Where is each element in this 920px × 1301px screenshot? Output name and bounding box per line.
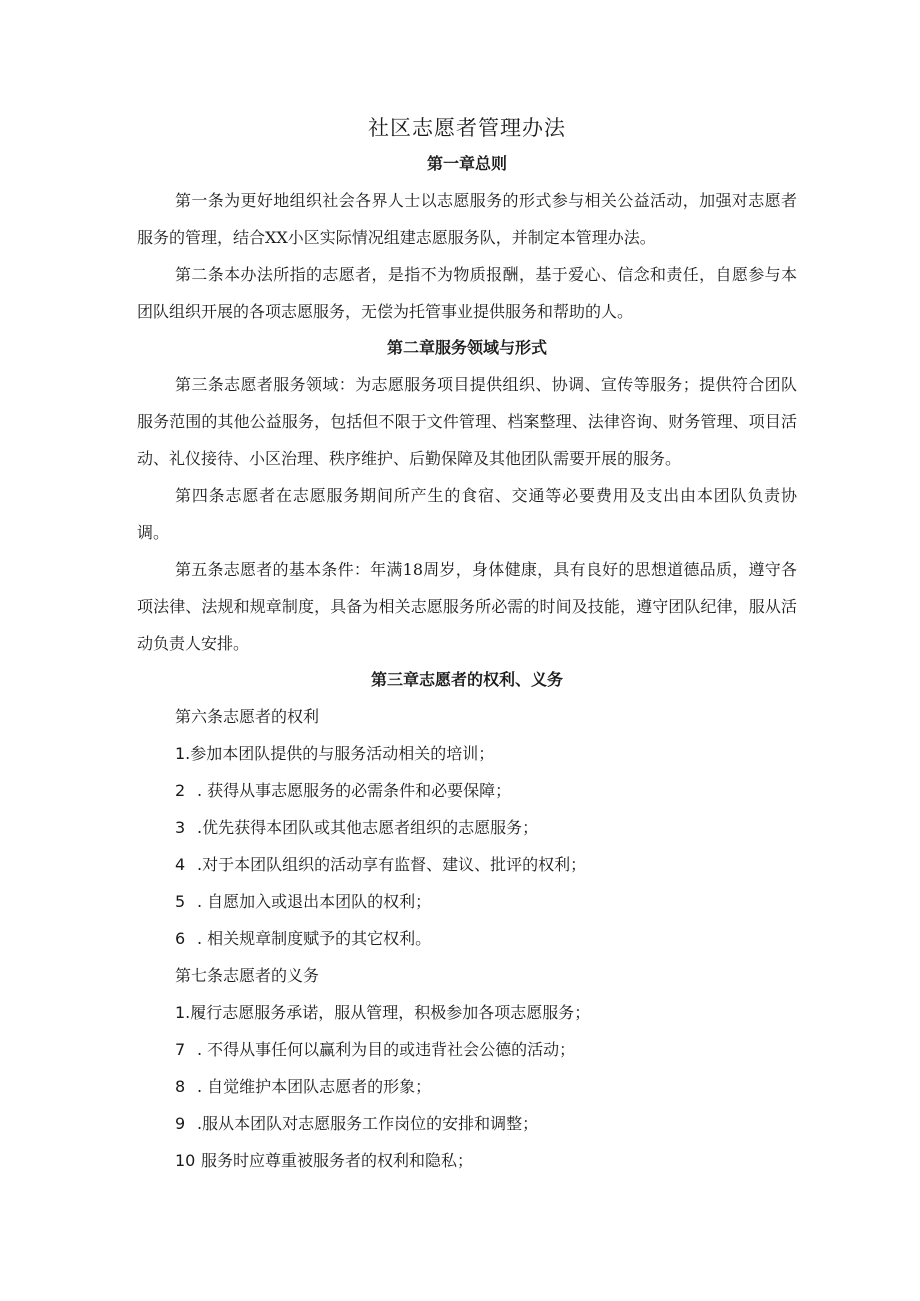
duties-item-4: [137, 1105, 797, 1142]
list-number: 5: [175, 892, 186, 911]
list-number: 6: [175, 929, 186, 948]
rights-item-2: [137, 772, 797, 809]
list-text: . 获得从事志愿服务的必需条件和必要保障；: [197, 781, 512, 800]
list-text: . 相关规章制度赋予的其它权利。: [197, 929, 432, 948]
list-text: 履行志愿服务承诺，服从管理，积极参加各项志愿服务；: [190, 1003, 591, 1022]
article-5: 第五条志愿者的基本条件：年满18周岁，身体健康，具有良好的思想道德品质，遵守各项法律、法规和规章制度，具备为相关志愿服务所必需的时间及技能，遵守团队纪律，服从活动负责人安排。: [137, 560, 797, 653]
rights-item-3: [137, 809, 797, 846]
list-number: 2: [175, 781, 186, 800]
duties-item-3: [137, 1068, 797, 1105]
article-1: 第一条为更好地组织社会各界人士以志愿服务的形式参与相关公益活动，加强对志愿者服务的管理，结合XX小区实际情况组建志愿服务队，并制定本管理办法。: [137, 191, 797, 247]
chapter-3-heading: 第三章志愿者的权利、义务: [370, 670, 563, 689]
list-text: 服务时应尊重被服务者的权利和隐私；: [201, 1151, 474, 1170]
chapter-2-heading: 第二章服务领域与形式: [386, 338, 547, 357]
article-3: 第三条志愿者服务领域：为志愿服务项目提供组织、协调、宣传等服务；提供符合团队服务范围的其他公益服务，包括但不限于文件管理、档案整理、法律咨询、财务管理、项目活动、礼仪接待、小区治理、秩序维护、后勤保障及其他团队需要开展的服务。: [137, 375, 797, 468]
list-text: .服从本团队对志愿服务工作岗位的安排和调整；: [197, 1114, 539, 1133]
list-text: .优先获得本团队或其他志愿者组织的志愿服务；: [197, 818, 539, 837]
document-title: 社区志愿者管理办法: [368, 116, 566, 140]
duties-item-5: [137, 1142, 797, 1179]
list-text: 参加本团队提供的与服务活动相关的培训；: [190, 744, 495, 763]
list-number: 7: [175, 1040, 186, 1059]
list-number: 1.: [175, 744, 191, 763]
article-4: 第四条志愿者在志愿服务期间所产生的食宿、交通等必要费用及支出由本团队负责协调。: [137, 486, 797, 542]
list-number: 4: [175, 855, 186, 874]
list-text: . 不得从事任何以赢利为目的或违背社会公德的活动；: [197, 1040, 576, 1059]
list-number: 10: [175, 1151, 196, 1170]
list-number: 3: [175, 818, 186, 837]
article-2: 第二条本办法所指的志愿者，是指不为物质报酬，基于爱心、信念和责任，自愿参与本团队组织开展的各项志愿服务，无偿为托管事业提供服务和帮助的人。: [137, 265, 797, 321]
list-number: 1.: [175, 1003, 191, 1022]
rights-item-1: [137, 735, 797, 772]
chapter-1-heading: 第一章总则: [426, 154, 507, 173]
list-text: .对于本团队组织的活动享有监督、建议、批评的权利；: [197, 855, 587, 874]
list-number: 8: [175, 1077, 186, 1096]
rights-item-6: [137, 920, 797, 957]
duties-item-1: [137, 994, 797, 1031]
rights-item-5: [137, 883, 797, 920]
article-7-heading: 第七条志愿者的义务: [175, 966, 320, 985]
duties-item-2: [137, 1031, 797, 1068]
document-page: [137, 110, 797, 1179]
rights-item-4: [137, 846, 797, 883]
list-text: . 自觉维护本团队志愿者的形象；: [197, 1077, 432, 1096]
list-number: 9: [175, 1114, 186, 1133]
article-6-heading: 第六条志愿者的权利: [175, 707, 320, 726]
list-text: . 自愿加入或退出本团队的权利；: [197, 892, 432, 911]
